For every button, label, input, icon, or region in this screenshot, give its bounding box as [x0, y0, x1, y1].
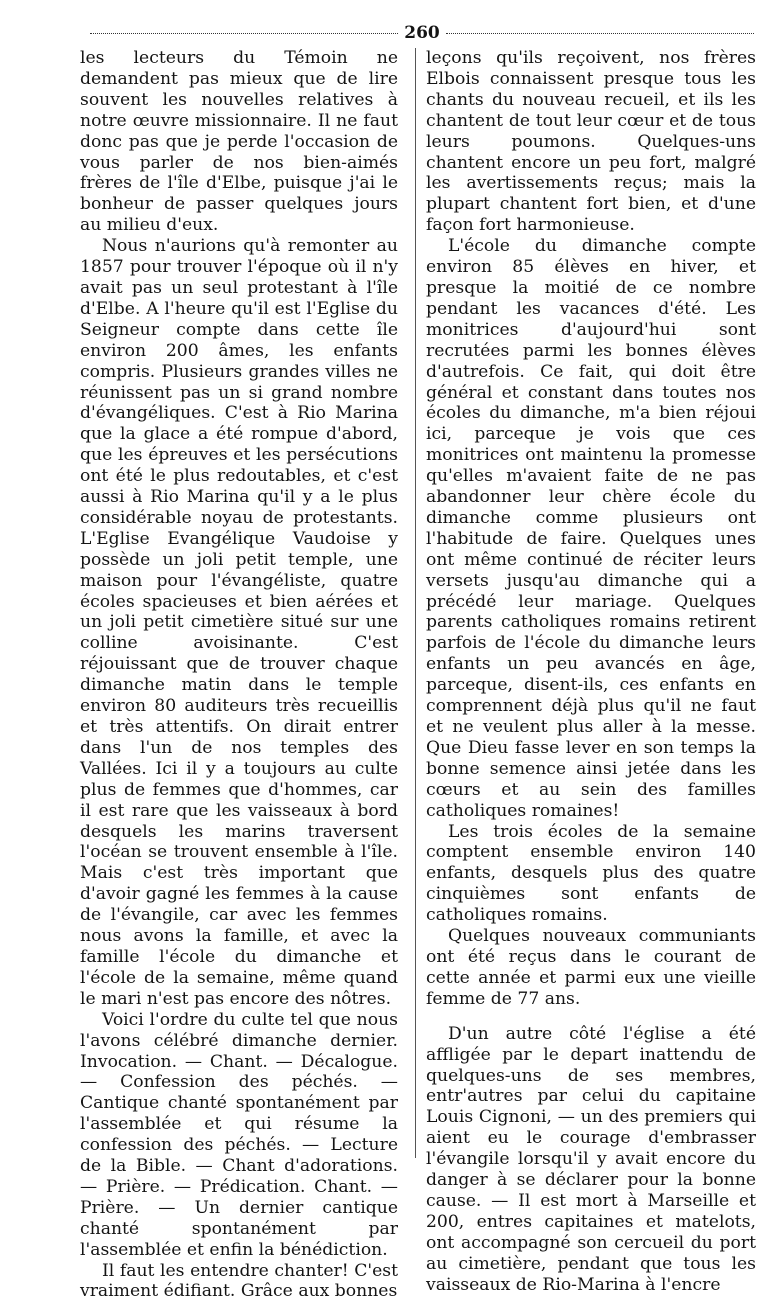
- page-header: [90, 22, 754, 44]
- paragraph: Quelques nouveaux communiants ont été reçus dans le courant de cette année et parmi eux une vieille femme de 77 ans.: [426, 926, 756, 1009]
- paragraph: L'école du dimanche compte environ 85 élèves en hiver, et presque la moitié de ce nombre pendant les vacances d'été. Les monitrices d'aujourd'hui sont recrutées parmi les bonnes élèves d'autrefois. Ce fait, qui doit être général et constant dans toutes nos écoles du dimanche, m'a bien réjoui ici, parceque je vois que ces monitrices ont maintenu la promesse qu'elles m'avaient faite de ne pas abandonner leur chère école du dimanche comme plusieurs ont l'habitude de faire. Quelques unes ont même continué de réciter leurs versets jusqu'au dimanche qui a précédé leur mariage. Quelques parents catholiques romains retirent parfois de l'école du dimanche leurs enfants un peu avancés en âge, parceque, disent-ils, ces enfants en comprennent déjà plus qu'il ne faut et ne veulent plus aller à la messe. Que Dieu fasse lever en son temps la bonne semence ainsi jetée dans les cœurs et au sein des familles catholiques romaines!: [426, 236, 756, 821]
- left-column: [80, 48, 398, 1302]
- header-rule-right: [446, 33, 754, 34]
- paragraph: leçons qu'ils reçoivent, nos frères Elbois connaissent presque tous les chants du nouveau recueil, et ils les chantent de tout leur cœur et de tous leurs poumons. Quelques-uns chantent encore un peu fort, malgré les avertissements reçus; mais la plupart chantent fort bien, et d'une façon fort harmonieuse.: [426, 48, 756, 236]
- paragraph: D'un autre côté l'église a été affligée par le depart inattendu de quelques-uns de ses membres, entr'autres par celui du capitaine Louis Cignoni, — un des premiers qui aient eu le courage d'embrasser l'évangile lorsqu'il y avait encore du danger à se déclarer pour la bonne cause. — Il est mort à Marseille et 200, entres capitaines et matelots, ont accompagné son cercueil du port au cimetière, pendant que tous les vaisseaux de Rio-Marina à l'encre: [426, 1023, 756, 1295]
- paragraph: Nous n'aurions qu'à remonter au 1857 pour trouver l'époque où il n'y avait pas un seul protestant à l'île d'Elbe. A l'heure qu'il est l'Eglise du Seigneur compte dans cette île environ 200 âmes, les enfants compris. Plusieurs grandes villes ne réunissent pas un si grand nombre d'évangéliques. C'est à Rio Marina que la glace a été rompue d'abord, que les épreuves et les persécutions ont été le plus redoutables, et c'est aussi à Rio Marina qu'il y a le plus considérable noyau de protestants. L'Eglise Evangélique Vaudoise y possède un joli petit temple, une maison pour l'évangéliste, quatre écoles spacieuses et bien aérées et un joli petit cimetière situé sur une colline avoisinante. C'est réjouissant que de trouver chaque dimanche matin dans le temple environ 80 auditeurs très recueillis et très attentifs. On dirait entrer dans l'un de nos temples des Vallées. Ici il y a toujours au culte plus de femmes que d'hommes, car il est rare que les vaisseaux à bord desquels les marins traversent l'océan se trouvent ensemble à l'île. Mais c'est très important que d'avoir gagné les femmes à la cause de l'évangile, car avec les femmes nous avons la famille, et avec la famille l'école du dimanche et l'école de la semaine, même quand le mari n'est pas encore des nôtres.: [80, 236, 398, 1009]
- paragraph: Il faut les entendre chanter! C'est vraiment édifiant. Grâce aux bonnes: [80, 1260, 398, 1302]
- paragraph: Voici l'ordre du culte tel que nous l'avons célébré dimanche dernier. Invocation. — Chant. — Décalogue. — Confession des péchés. — Cantique chanté spontanément par l'assemblée et qui résume la confession des péchés. — Lecture de la Bible. — Chant d'adorations. — Prière. — Prédication. Chant. — Prière. — Un dernier cantique chanté spontanément par l'assemblée et enfin la bénédiction.: [80, 1009, 398, 1260]
- column-divider: [415, 48, 416, 1158]
- header-rule-left: [90, 33, 398, 34]
- paragraph: les lecteurs du Témoin ne demandent pas mieux que de lire souvent les nouvelles relatives à notre œuvre missionnaire. Il ne faut donc pas que je perde l'occasion de vous parler de nos bien-aimés frères de l'île d'Elbe, puisque j'ai le bonheur de passer quelques jours au milieu d'eux.: [80, 48, 398, 236]
- paragraph: Les trois écoles de la semaine comptent ensemble environ 140 enfants, desquels plus des quatre cinquièmes sont enfants de catholiques romains.: [426, 821, 756, 926]
- right-column: [426, 48, 756, 1295]
- page-number: 260: [404, 23, 440, 43]
